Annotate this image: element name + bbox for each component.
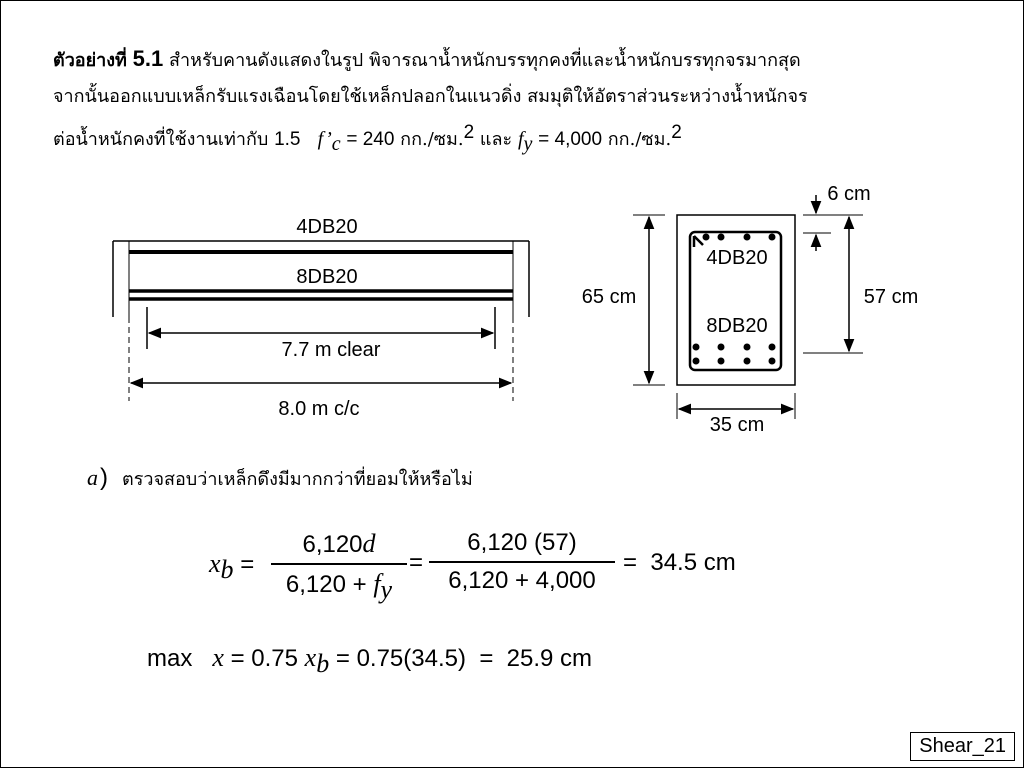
fc-subscript: c [331, 132, 341, 155]
bottom-bar [718, 344, 725, 351]
bottom-bar [693, 344, 700, 351]
cc-span-label: 8.0 m c/c [278, 398, 360, 420]
cross-section [582, 183, 918, 436]
eq2-result: 25.9 cm [506, 645, 593, 672]
eq2-coef: 0.75 [251, 645, 298, 672]
eq1-frac1-num-text: 6,120 [302, 531, 363, 558]
top-bar [769, 234, 776, 241]
bottom-bar [693, 358, 700, 365]
fc-unit-cm: /ซม. [427, 129, 464, 150]
diagrams [1, 1, 1024, 461]
fc-symbol: f’ [317, 128, 332, 150]
eq1-frac1-num-var: d [362, 529, 376, 558]
example-label: ตัวอย่างที่ [53, 50, 127, 71]
eq1-equals-1: = [240, 551, 255, 578]
eq1-lhs-var: x [209, 549, 221, 578]
eq2-equals-1: = [230, 645, 245, 672]
fy-subscript: y [523, 132, 533, 155]
height-label: 65 cm [581, 286, 637, 308]
bottom-bar [744, 344, 751, 351]
example-number: 5.1 [132, 46, 164, 71]
clear-span-label: 7.7 m clear [281, 339, 381, 361]
part-a-paren: ) [100, 464, 108, 491]
eq2-var2: x [304, 643, 317, 672]
part-a-letter: a [87, 465, 98, 490]
slide-tag: Shear_21 [910, 732, 1015, 761]
fy-unit-exp: 2 [671, 122, 682, 143]
eq1-frac1-den-text: 6,120 + [285, 571, 374, 598]
bottom-bar [769, 358, 776, 365]
eq1-result: 34.5 cm [650, 549, 736, 576]
and-word: และ [479, 129, 513, 150]
problem-text-3: ต่อน้ำหนักคงที่ใช้งานเท่ากับ [53, 129, 269, 150]
stirrup-hook [694, 236, 703, 247]
fc-unit-kg: กก. [400, 129, 428, 150]
fy-value: = 4,000 [538, 129, 603, 150]
eq1-fraction-1 [271, 529, 407, 605]
cover-label: 6 cm [827, 183, 871, 205]
eq1-fraction-2 [429, 529, 615, 595]
eq1-frac1-den-var: f [373, 569, 381, 598]
eq1-frac1-den-sub: y [380, 574, 393, 604]
bottom-bar [718, 358, 725, 365]
top-bar [703, 234, 710, 241]
top-bar [744, 234, 751, 241]
fy-unit-kg: กก. [607, 129, 636, 150]
eq1-equals-2-wrap [409, 549, 423, 577]
eq2 [147, 643, 592, 679]
eq2-max: max [147, 645, 193, 672]
eq1-lhs [209, 549, 254, 585]
problem-text-1: สำหรับคานดังแสดงในรูป พิจารณาน้ำหนักบรรทุกคงที่และน้ำหนักบรรทุกจรมากสุด [168, 50, 801, 71]
eq2-var: x [212, 643, 224, 672]
eq1-equals-3: = [623, 549, 638, 576]
eq2-expr: 0.75(34.5) [356, 645, 466, 672]
eq1-frac1-numerator [271, 529, 407, 565]
fy-unit-cm: /ซม. [635, 129, 672, 150]
beam-bottom-bars-label: 8DB20 [296, 266, 358, 288]
fc-unit-exp: 2 [463, 122, 475, 143]
beam-elevation [113, 216, 529, 420]
problem-text-2: จากนั้นออกแบบเหล็กรับแรงเฉือนโดยใช้เหล็กปลอกในแนวดิ่ง สมมุติให้อัตราส่วนระหว่างน้ำหนักจร [53, 86, 808, 107]
eq1-lhs-sub: b [220, 554, 234, 584]
eq2-equals-2: = [335, 645, 350, 672]
eq1-result-wrap [623, 549, 736, 577]
eq1-frac1-denominator [271, 565, 407, 605]
part-a-text: ตรวจสอบว่าเหล็กดึงมีมากกว่าที่ยอมให้หรือไม่ [122, 469, 473, 490]
eq1-equals-2: = [409, 549, 424, 576]
width-label: 35 cm [709, 414, 765, 436]
beam-top-bars-label: 4DB20 [296, 216, 358, 238]
section-top-bars-label: 4DB20 [706, 247, 768, 269]
bottom-bar [769, 344, 776, 351]
part-a-heading [87, 464, 473, 493]
fy-symbol: f [517, 128, 524, 150]
eq1-frac2-denominator: 6,120 + 4,000 [448, 567, 596, 594]
eq2-var2-sub: b [316, 648, 330, 678]
section-bottom-bars-label: 8DB20 [706, 315, 768, 337]
eq1-frac2-numerator: 6,120 (57) [429, 529, 615, 563]
fc-value: = 240 [346, 129, 395, 150]
bottom-bar [744, 358, 751, 365]
load-ratio: 1.5 [274, 129, 301, 150]
eq2-equals-3: = [479, 645, 494, 672]
top-bar [718, 234, 725, 241]
depth-label: 57 cm [863, 286, 919, 308]
